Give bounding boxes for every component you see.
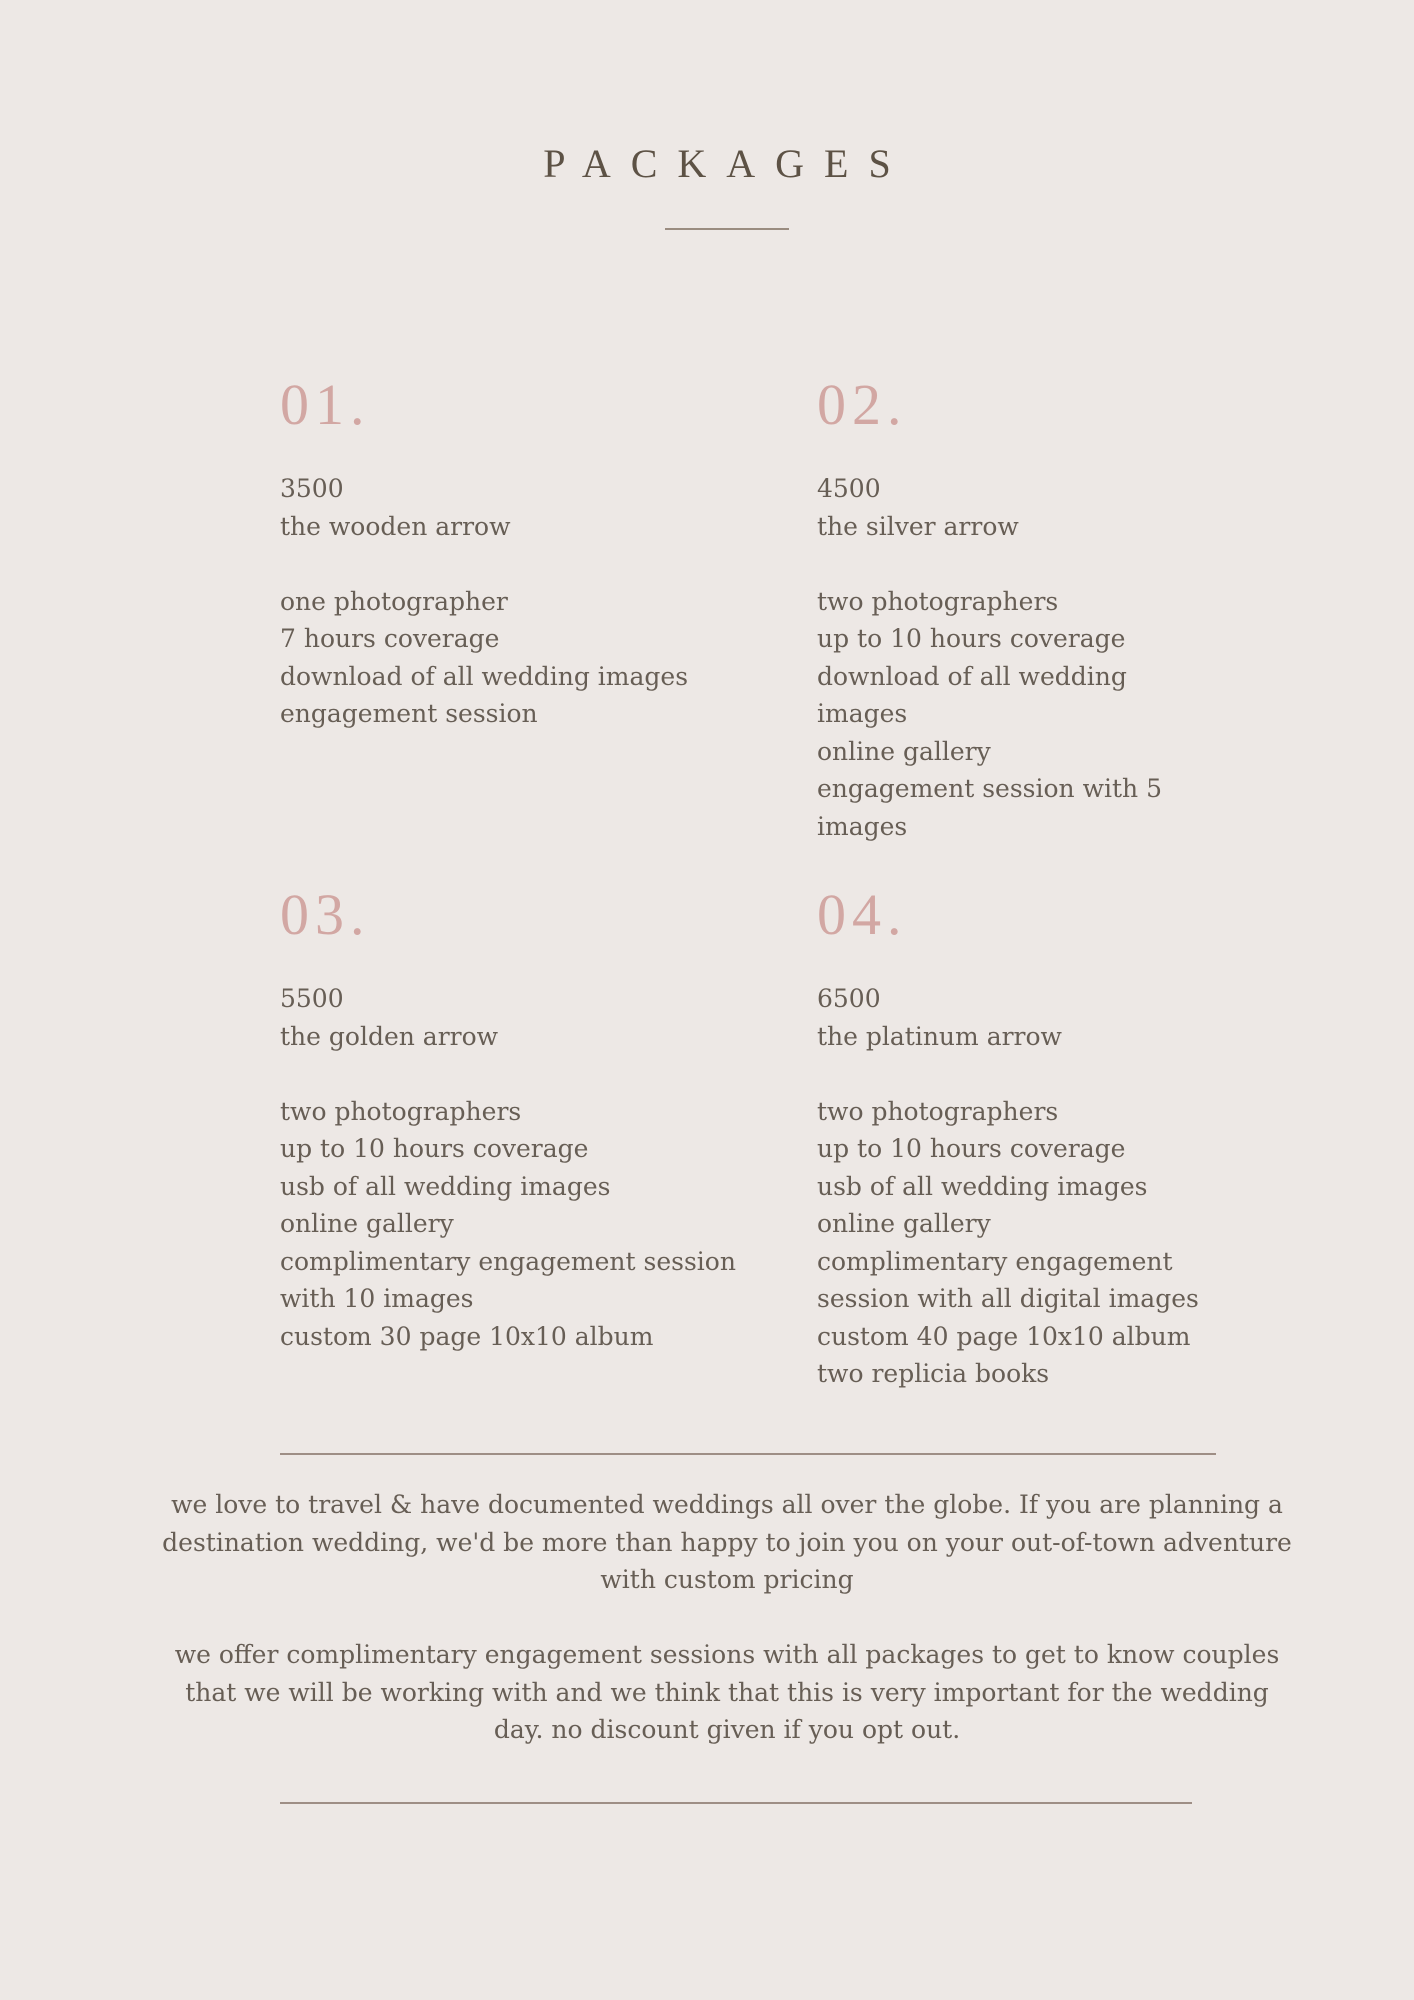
feature-item: complimentary engagement session with 10 images [280, 1246, 736, 1313]
package-number: 02. [817, 372, 908, 437]
feature-item: custom 30 page 10x10 album [280, 1321, 654, 1351]
package-card-2 [817, 372, 1217, 845]
package-number: 04. [817, 882, 908, 947]
package-card-4 [817, 882, 1237, 1393]
package-card-3 [280, 882, 750, 1355]
page-title: PACKAGES [543, 141, 911, 186]
feature-list [817, 583, 1217, 846]
feature-item: two photographers [817, 1096, 1059, 1126]
travel-note: we love to travel & have documented weddings all over the globe. If you are planning a destination wedding, we'd be more than happy to join you on your out-of-town adventure with custom pricing [162, 1490, 1292, 1594]
package-price: 4500 [817, 474, 881, 503]
bottom-divider [280, 1802, 1192, 1804]
package-price: 5500 [280, 984, 344, 1013]
package-number: 01. [280, 372, 371, 437]
feature-list [280, 583, 750, 733]
package-name: the platinum arrow [817, 1021, 1062, 1051]
package-name: the golden arrow [280, 1021, 499, 1051]
engagement-note: we offer complimentary engagement sessions with all packages to get to know couples that we will be working with and we think that this is very important for the wedding day. no discount given if you opt out. [174, 1640, 1280, 1744]
feature-item: engagement session [280, 699, 538, 728]
feature-item: online gallery [817, 736, 991, 766]
package-card-1 [280, 372, 750, 733]
feature-list [280, 1093, 750, 1356]
feature-item: usb of all wedding images [280, 1171, 611, 1201]
package-number: 03. [280, 882, 371, 947]
feature-item: engagement session with 5 images [817, 774, 1162, 841]
feature-item: complimentary engagement session with all digital images [817, 1246, 1199, 1313]
feature-item: custom 40 page 10x10 album [817, 1321, 1191, 1351]
package-name: the silver arrow [817, 511, 1019, 541]
feature-item: one photographer [280, 586, 508, 616]
section-divider [280, 1453, 1216, 1455]
feature-list [817, 1093, 1237, 1393]
package-name: the wooden arrow [280, 511, 511, 541]
feature-item: up to 10 hours coverage [817, 1134, 1126, 1163]
feature-item: up to 10 hours coverage [817, 624, 1126, 653]
feature-item: download of all wedding images [817, 661, 1127, 728]
package-price: 6500 [817, 984, 881, 1013]
feature-item: two photographers [280, 1096, 522, 1126]
feature-item: online gallery [280, 1209, 454, 1238]
feature-item: up to 10 hours coverage [280, 1134, 589, 1163]
feature-item: 7 hours coverage [280, 624, 500, 653]
title-underline [665, 228, 789, 230]
feature-item: online gallery [817, 1209, 991, 1238]
package-price: 3500 [280, 474, 344, 503]
feature-item: two photographers [817, 586, 1059, 616]
feature-item: two replicia books [817, 1359, 1050, 1388]
feature-item: download of all wedding images [280, 661, 689, 691]
feature-item: usb of all wedding images [817, 1171, 1148, 1201]
